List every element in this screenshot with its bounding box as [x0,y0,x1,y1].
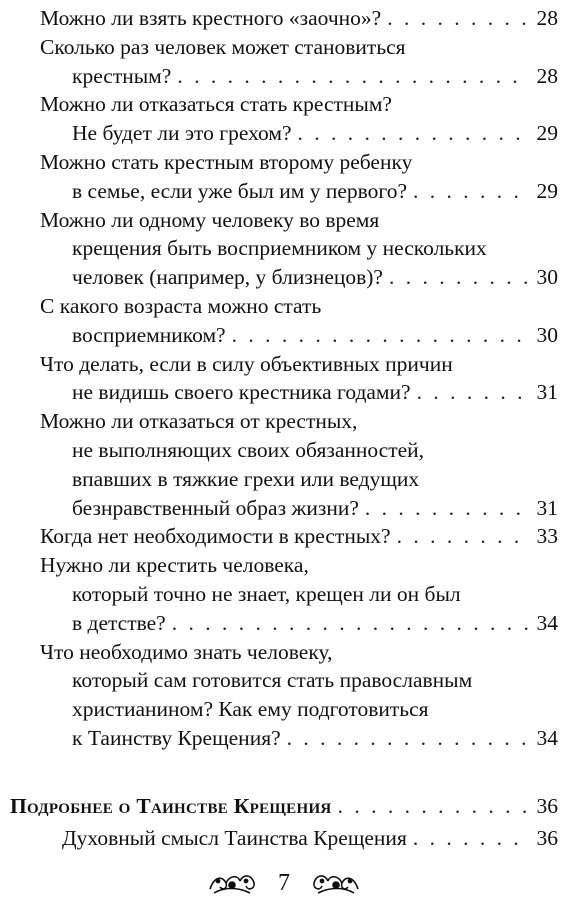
toc-page-number: 34 [536,725,558,750]
toc-entry[interactable] [40,4,558,33]
toc-entry-line [40,62,558,91]
dot-leader [365,494,528,523]
toc-page-number: 29 [536,178,558,203]
toc-entry[interactable] [40,206,558,292]
toc-entry-text: С какого возраста можно стать [40,293,322,318]
toc-entry-text: Когда нет необходимости в крестных? [40,524,391,549]
toc-entry-text: безнравственный образ жизни? [72,495,359,520]
toc-entry[interactable] [40,148,558,206]
toc-page-number: 28 [536,63,558,88]
toc-entry-text: который сам готовится стать православным [72,668,473,693]
toc-page-number: 30 [536,322,558,347]
dot-leader [413,824,528,852]
toc-entry-line [40,263,558,292]
toc-entry-line [40,321,558,350]
toc-page-number: 31 [536,380,558,405]
table-of-contents [40,4,558,753]
toc-section-heading[interactable] [10,792,558,820]
toc-entry-text: не выполняющих своих обязанностей, [72,437,425,462]
dot-leader [177,62,528,91]
toc-entry-text: крестным? [72,63,172,88]
toc-entry-line [40,378,558,407]
toc-entry-line [40,609,558,638]
toc-page-number: 33 [536,524,558,549]
toc-entry[interactable] [40,90,558,148]
toc-page-number: 30 [536,265,558,290]
toc-entry-line [40,177,558,206]
toc-entry[interactable] [40,551,558,637]
dot-leader [417,378,528,407]
page-footer [0,866,568,900]
toc-entry[interactable] [40,292,558,350]
toc-page-number: 34 [536,610,558,635]
toc-subsection[interactable] [62,824,558,852]
toc-entry-text: Сколько раз человек может становиться [40,34,406,59]
dot-leader [387,4,528,33]
dot-leader [413,177,528,206]
toc-entry-text: Можно ли одному человеку во время [40,207,380,232]
page-number: 7 [278,870,290,896]
dot-leader [172,609,528,638]
toc-entry-line [40,724,558,753]
toc-entry-text: к Таинству Крещения? [72,725,281,750]
toc-entry-text: восприемником? [72,322,226,347]
toc-entry-line [40,4,558,33]
toc-entry-text: Что необходимо знать человеку, [40,639,333,664]
toc-entry-text: который точно не знает, крещен ли он был [72,581,461,606]
subsection-title: Духовный смысл Таинства Крещения [62,826,407,850]
floral-ornament-icon [206,869,258,897]
toc-entry-text: человек (например, у близнецов)? [72,265,383,290]
dot-leader [287,724,528,753]
toc-entry-text: в детстве? [72,610,166,635]
toc-entry-text: впавших в тяжкие грехи или ведущих [72,466,420,491]
dot-leader [389,263,528,292]
toc-entry[interactable] [40,407,558,522]
toc-entry-text: крещения быть восприемником у нескольких [72,236,487,261]
toc-entry-text: Можно ли отказаться от крестных, [40,409,358,434]
toc-page-number: 36 [536,826,558,850]
toc-entry[interactable] [40,350,558,408]
dot-leader [232,321,528,350]
toc-page-number: 36 [536,794,558,818]
toc-page-number: 29 [536,121,558,146]
dot-leader [338,792,528,820]
toc-entry[interactable] [40,638,558,753]
toc-entry-text: христианином? Как ему подготовиться [72,697,429,722]
toc-page-number: 28 [536,6,558,30]
floral-ornament-icon [310,869,362,897]
toc-entry-text: Что делать, если в силу объективных причин [40,351,453,376]
dot-leader [298,119,528,148]
toc-entry-line [40,119,558,148]
dot-leader [397,522,528,551]
toc-entry-text: Можно ли взять крестного «заочно»? [40,6,382,30]
toc-entry-text: Можно стать крестным второму ребенку [40,149,413,174]
section-title: Подробнее о Таинстве Крещения [10,794,332,818]
toc-entry-text: Можно ли отказаться стать крестным? [40,92,392,117]
toc-entry-text: в семье, если уже был им у первого? [72,178,407,203]
toc-page-number: 31 [536,495,558,520]
toc-entry[interactable] [40,33,558,91]
toc-entry[interactable] [40,522,558,551]
toc-entry-text: не видишь своего крестника годами? [72,380,411,405]
toc-entry-text: Не будет ли это грехом? [72,121,292,146]
toc-entry-line [40,494,558,523]
toc-entry-text: Нужно ли крестить человека, [40,553,309,578]
toc-entry-line [40,522,558,551]
